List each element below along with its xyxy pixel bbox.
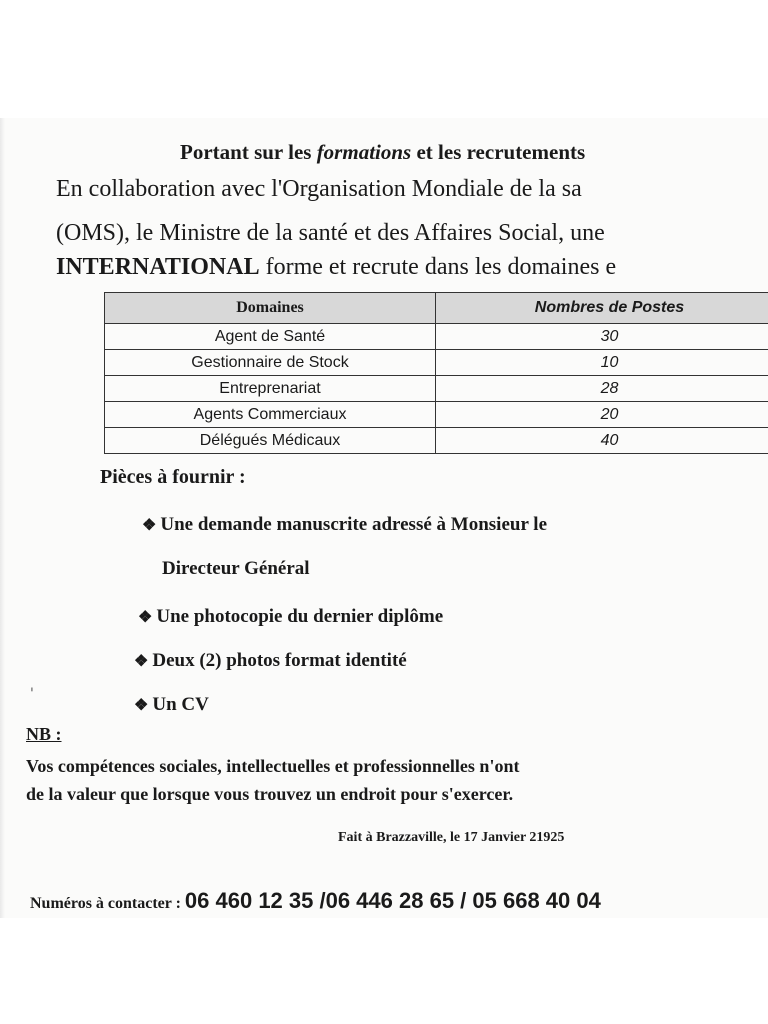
list-item-text: Un CV xyxy=(152,694,209,715)
pieces-title: Pièces à fournir : xyxy=(100,466,246,488)
table-row xyxy=(105,402,768,428)
contact-label: Numéros à contacter : xyxy=(30,895,185,912)
domain-cell: Entreprenariat xyxy=(105,376,436,402)
diamond-bullet-icon: ❖ xyxy=(142,517,157,534)
count-cell: 10 xyxy=(436,350,768,376)
table-row xyxy=(105,428,768,454)
domain-cell: Gestionnaire de Stock xyxy=(105,350,436,376)
document-heading xyxy=(180,140,585,165)
list-item-continuation: Directeur Général xyxy=(162,558,310,579)
count-cell: 20 xyxy=(436,402,768,428)
intro-line-1: En collaboration avec l'Organisation Mondiale de la sa xyxy=(56,176,582,202)
domain-cell: Délégués Médicaux xyxy=(105,428,436,454)
count-cell: 28 xyxy=(436,376,768,402)
heading-part2: formations xyxy=(316,140,412,164)
heading-part1: Portant sur les xyxy=(180,140,317,164)
list-item-text: Une demande manuscrite adressé à Monsieur le xyxy=(160,514,548,535)
list-item xyxy=(134,650,407,672)
list-item xyxy=(142,514,547,536)
list-item xyxy=(134,694,209,716)
table-row xyxy=(105,324,768,350)
nb-line-2: de la valeur que lorsque vous trouvez un endroit pour s'exercer. xyxy=(26,784,514,804)
contact-numbers: 06 460 12 35 /06 446 28 65 / 05 668 40 04 xyxy=(184,888,601,913)
list-item xyxy=(138,606,443,628)
header-posts: Nombres de Postes xyxy=(436,293,768,324)
domain-cell: Agents Commerciaux xyxy=(105,402,436,428)
diamond-bullet-icon: ❖ xyxy=(134,653,149,670)
heading-part3: et les recrutements xyxy=(411,140,586,164)
count-cell: 30 xyxy=(436,324,768,350)
table-row xyxy=(105,350,768,376)
header-domains: Domaines xyxy=(105,293,436,324)
stray-mark: ' xyxy=(30,686,34,702)
domain-cell: Agent de Santé xyxy=(105,324,436,350)
nb-line-1: Vos compétences sociales, intellectuelles et professionnelles n'ont xyxy=(26,756,520,776)
intro-international: INTERNATIONAL xyxy=(56,254,260,280)
table-header-row xyxy=(105,293,768,324)
count-cell: 40 xyxy=(436,428,768,454)
intro-line-2: (OMS), le Ministre de la santé et des Affaires Social, une xyxy=(56,220,605,246)
scan-edge xyxy=(0,118,5,918)
list-item-text: Une photocopie du dernier diplôme xyxy=(156,606,444,627)
nb-label: NB : xyxy=(26,724,62,744)
contact-line xyxy=(30,888,601,914)
signed-place-date: Fait à Brazzaville, le 17 Janvier 21925 xyxy=(338,830,565,845)
intro-line-3 xyxy=(56,254,616,281)
list-item-text: Deux (2) photos format identité xyxy=(152,650,407,671)
positions-table xyxy=(104,292,768,454)
intro-line-3-rest: forme et recrute dans les domaines e xyxy=(259,254,617,280)
diamond-bullet-icon: ❖ xyxy=(138,609,153,626)
diamond-bullet-icon: ❖ xyxy=(134,697,149,714)
table-row xyxy=(105,376,768,402)
